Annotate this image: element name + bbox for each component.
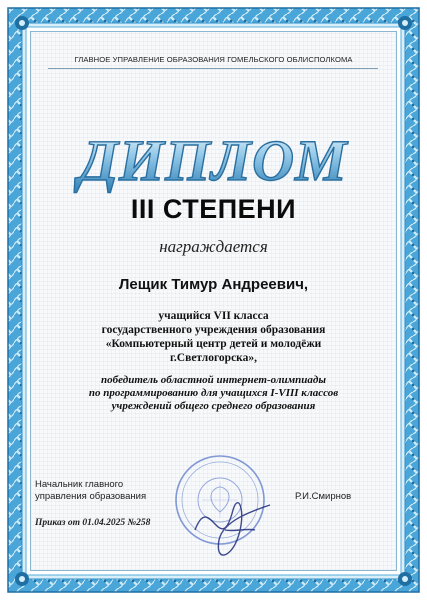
detail-line-1: учащийся VII класса bbox=[158, 310, 269, 322]
handwritten-signature bbox=[175, 470, 285, 570]
organization-header: ГЛАВНОЕ УПРАВЛЕНИЕ ОБРАЗОВАНИЯ ГОМЕЛЬСКОГО ОБЛИСПОЛКОМА bbox=[74, 55, 353, 64]
achievement-line-3: учреждений общего среднего образования bbox=[111, 400, 316, 412]
signer-position bbox=[35, 479, 146, 503]
detail-line-3: «Компьютерный центр детей и молодёжи bbox=[105, 338, 322, 350]
recipient-name: Лещик Тимур Андреевич, bbox=[118, 276, 309, 293]
awarded-verb: награждается bbox=[159, 237, 268, 256]
detail-line-2: государственного учреждения образования bbox=[101, 324, 326, 336]
signer-name: Р.И.Смирнов bbox=[295, 491, 352, 502]
signer-position-line2: управления образования bbox=[35, 491, 147, 502]
detail-line-4: г.Светлогорска», bbox=[170, 352, 257, 364]
achievement-line-2: по программированию для учащихся I-VIII классов bbox=[88, 387, 339, 399]
signer-position-line1: Начальник главного bbox=[35, 479, 124, 490]
diploma-title bbox=[60, 122, 367, 194]
order-reference: Приказ от 01.04.2025 №258 bbox=[35, 518, 151, 528]
svg-text:ДИПЛОМ: ДИПЛОМ bbox=[78, 128, 348, 193]
header-divider bbox=[48, 68, 378, 69]
degree-title: III СТЕПЕНИ bbox=[130, 194, 297, 224]
achievement-line-1: победитель областной интернет-олимпиады bbox=[101, 374, 326, 386]
